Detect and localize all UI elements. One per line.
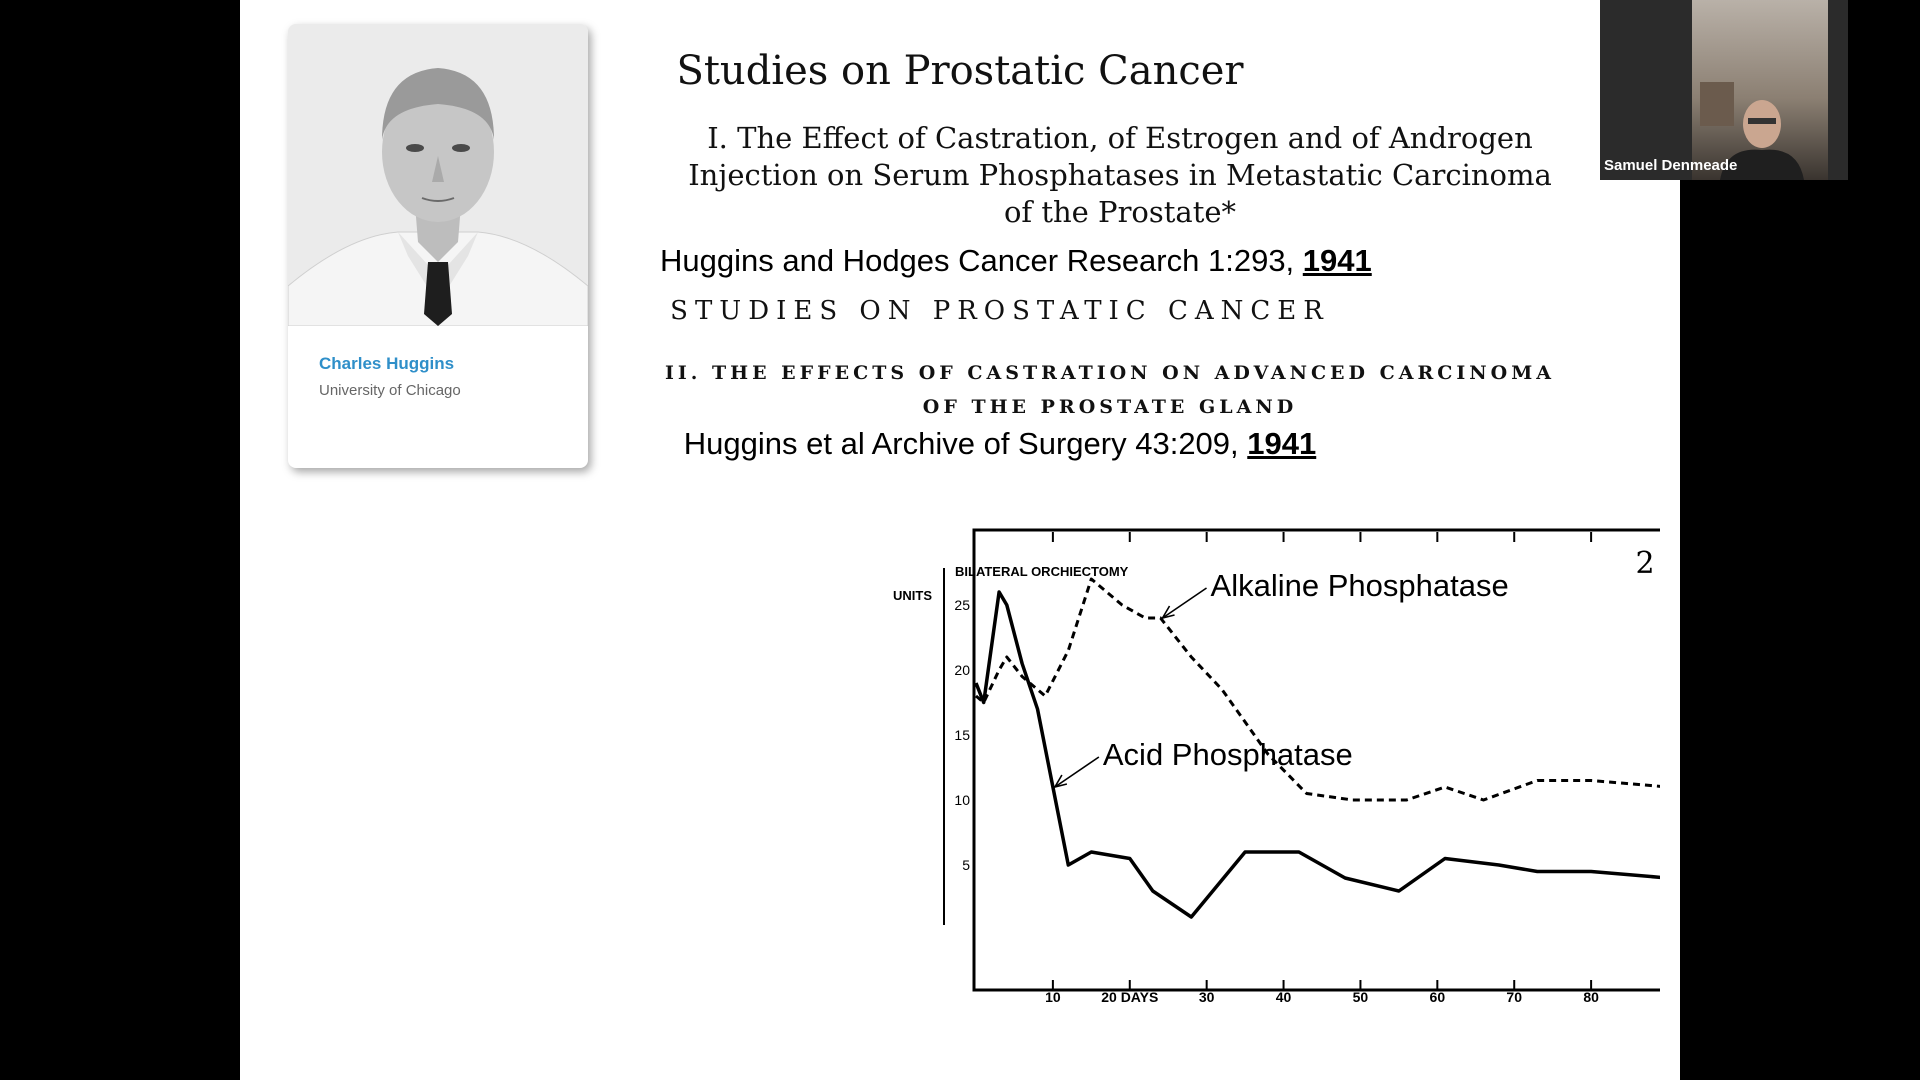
- participant-video-feed: [1692, 0, 1828, 180]
- x-tick-label: 80: [1583, 989, 1599, 1005]
- paper2-subtitle: II. THE EFFECTS OF CASTRATION ON ADVANCED CARCINOMA OF THE PROSTATE GLAND: [664, 362, 1555, 418]
- presentation-slide: [240, 0, 1680, 1080]
- x-tick-label: 10: [1045, 989, 1061, 1005]
- acid-phosphatase-label: Acid Phosphatase: [1102, 737, 1353, 772]
- x-tick-label: 50: [1352, 989, 1369, 1005]
- portrait-photo: [288, 24, 588, 326]
- x-tick-label: 20 DAYS: [1101, 989, 1159, 1005]
- y-tick-label: 15: [954, 727, 970, 743]
- y-tick-label: 25: [954, 597, 970, 613]
- paper1-citation-text: Huggins and Hodges Cancer Research 1:293,: [660, 243, 1303, 278]
- y-tick-label: 10: [954, 792, 970, 808]
- y-tick-label: 20: [954, 662, 970, 678]
- x-tick-label: 70: [1506, 989, 1523, 1005]
- x-tick-label: 40: [1275, 989, 1292, 1005]
- orchiectomy-annotation: BILATERAL ORCHIECTOMY: [955, 564, 1129, 579]
- participant-name: Samuel Denmeade: [1604, 157, 1738, 174]
- paper2-citation-year: 1941: [1247, 426, 1317, 461]
- callout-arrow: [1055, 757, 1099, 787]
- profile-card: [288, 24, 588, 468]
- phosphatase-chart: [680, 520, 1660, 1020]
- paper2-title: STUDIES ON PROSTATIC CANCER: [670, 296, 1330, 326]
- paper1-citation-year: 1941: [1302, 243, 1372, 278]
- callout-arrow: [1163, 588, 1207, 618]
- alkaline-phosphatase-label: Alkaline Phosphatase: [1210, 568, 1509, 603]
- paper1-title: Studies on Prostatic Cancer: [676, 48, 1244, 94]
- y-axis-label: UNITS: [893, 588, 932, 603]
- card-affiliation: University of Chicago: [319, 382, 461, 399]
- y-tick-label: 5: [962, 857, 970, 873]
- participant-video-tile[interactable]: [1600, 0, 1848, 180]
- x-tick-label: 60: [1429, 989, 1446, 1005]
- paper1-citation: [660, 243, 1372, 279]
- figure-number: 2: [1635, 546, 1655, 581]
- paper2-citation: [660, 426, 1340, 462]
- card-name: Charles Huggins: [319, 354, 455, 373]
- paper1-subtitle: I. The Effect of Castration, of Estrogen and of Androgen Injection on Serum Phosphatases in Metastatic Carcinoma of the Prostate*: [688, 121, 1552, 229]
- x-tick-label: 30: [1198, 989, 1215, 1005]
- paper2-citation-text: Huggins et al Archive of Surgery 43:209,: [683, 426, 1248, 461]
